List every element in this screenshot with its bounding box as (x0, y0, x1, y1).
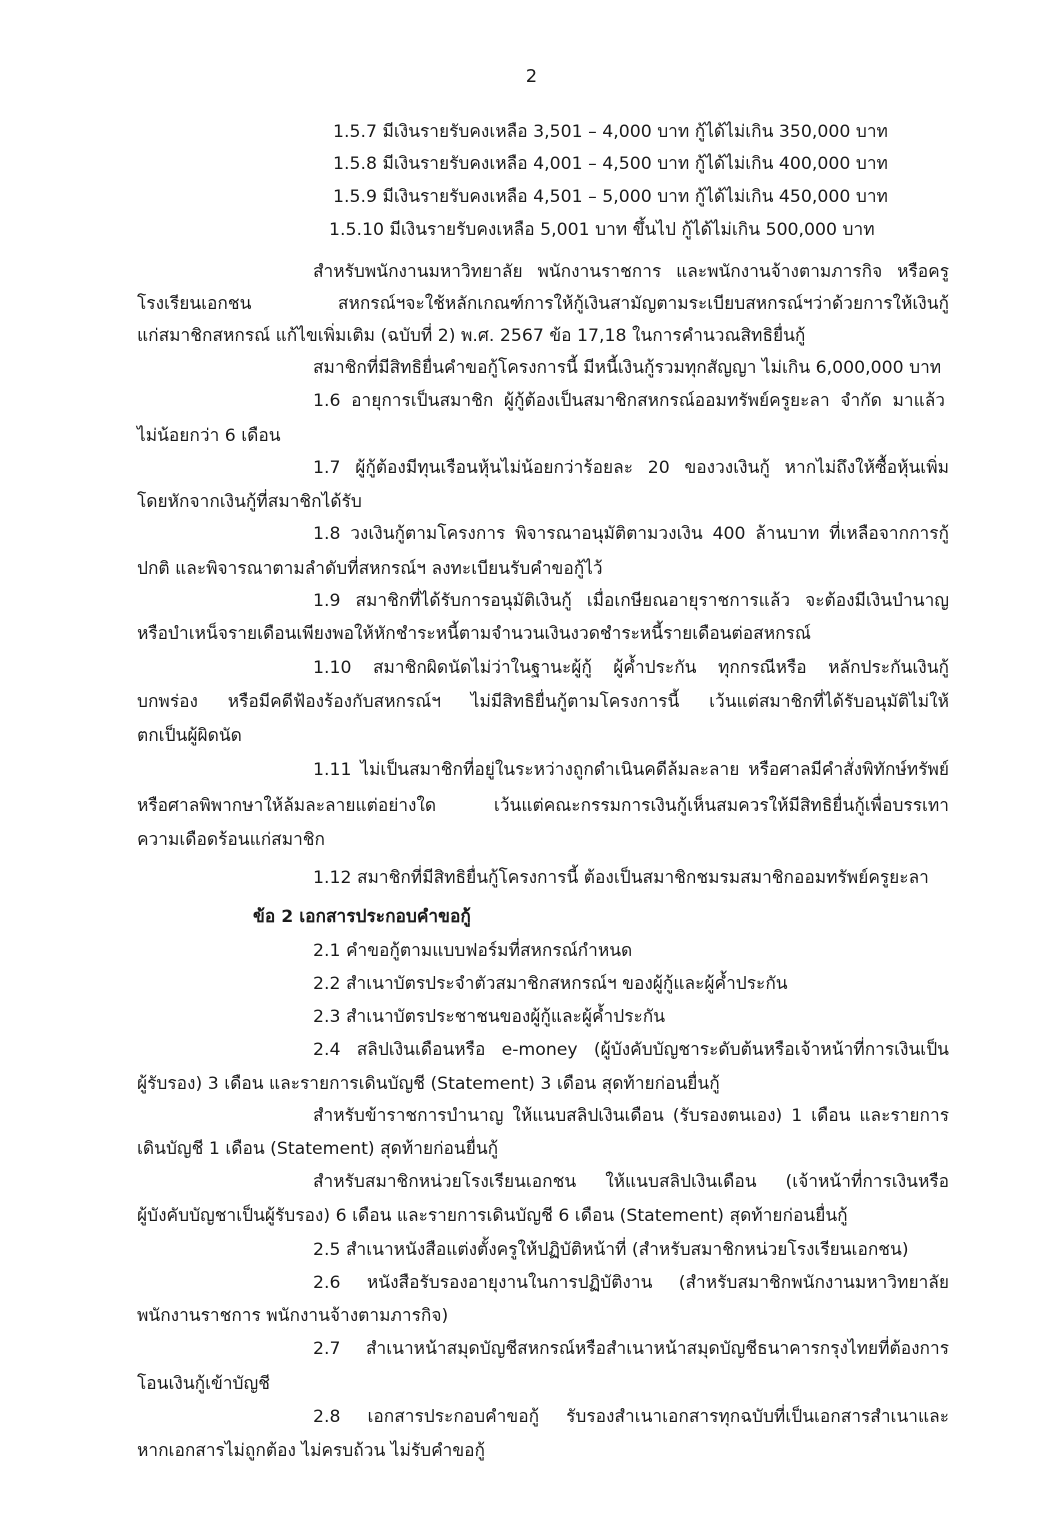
text-line: 2.2 สำเนาบัตรประจำตัวสมาชิกสหกรณ์ฯ ของผู้กู้และผู้ค้ำประกัน (313, 974, 788, 994)
text-line: โรงเรียนเอกชน สหกรณ์ฯจะใช้หลักเกณฑ์การให้กู้เงินสามัญตามระเบียบสหกรณ์ฯว่าด้วยการให้เงินกู้ (137, 294, 949, 314)
text-line: 1.8 วงเงินกู้ตามโครงการ พิจารณาอนุมัติตามวงเงิน 400 ล้านบาท ที่เหลือจากการกู้ (313, 524, 949, 544)
text-line: 2.3 สำเนาบัตรประชาชนของผู้กู้และผู้ค้ำประกัน (313, 1007, 666, 1027)
text-line: 1.5.7 มีเงินรายรับคงเหลือ 3,501 – 4,000 บาท กู้ได้ไม่เกิน 350,000 บาท (333, 122, 888, 142)
text-line: สำหรับพนักงานมหาวิทยาลัย พนักงานราชการ และพนักงานจ้างตามภารกิจ หรือครู (313, 262, 949, 282)
text-line: โดยหักจากเงินกู้ที่สมาชิกได้รับ (137, 492, 362, 512)
text-line: 2.5 สำเนาหนังสือแต่งตั้งครูให้ปฏิบัติหน้าที่ (สำหรับสมาชิกหน่วยโรงเรียนเอกชน) (313, 1240, 909, 1260)
text-line: ไม่น้อยกว่า 6 เดือน (137, 426, 281, 446)
text-line: 1.5.10 มีเงินรายรับคงเหลือ 5,001 บาท ขึ้นไป กู้ได้ไม่เกิน 500,000 บาท (329, 220, 875, 240)
text-line: 1.9 สมาชิกที่ได้รับการอนุมัติเงินกู้ เมื่อเกษียณอายุราชการแล้ว จะต้องมีเงินบำนาญ (313, 591, 949, 611)
text-line: โอนเงินกู้เข้าบัญชี (137, 1374, 270, 1394)
text-line: เดินบัญชี 1 เดือน (Statement) สุดท้ายก่อนยื่นกู้ (137, 1139, 499, 1159)
text-line: 1.6 อายุการเป็นสมาชิก ผู้กู้ต้องเป็นสมาชิกสหกรณ์ออมทรัพย์ครูยะลา จำกัด มาแล้ว (313, 391, 945, 411)
text-line: ผู้บังคับบัญชาเป็นผู้รับรอง) 6 เดือน และรายการเดินบัญชี 6 เดือน (Statement) สุดท้ายก่อนยื่นกู้ (137, 1206, 848, 1226)
text-line: บกพร่อง หรือมีคดีฟ้องร้องกับสหกรณ์ฯ ไม่มีสิทธิยื่นกู้ตามโครงการนี้ เว้นแต่สมาชิกที่ได้รับอนุมัติไม่ให้ (137, 692, 949, 712)
text-line: 2.4 สลิปเงินเดือนหรือ e-money (ผู้บังคับบัญชาระดับต้นหรือเจ้าหน้าที่การเงินเป็น (313, 1040, 949, 1060)
text-line: ตกเป็นผู้ผิดนัด (137, 726, 242, 746)
text-line: 1.5.9 มีเงินรายรับคงเหลือ 4,501 – 5,000 บาท กู้ได้ไม่เกิน 450,000 บาท (333, 187, 888, 207)
text-line: ผู้รับรอง) 3 เดือน และรายการเดินบัญชี (Statement) 3 เดือน สุดท้ายก่อนยื่นกู้ (137, 1074, 720, 1094)
text-line: หรือบำเหน็จรายเดือนเพียงพอให้หักชำระหนี้ตามจำนวนเงินงวดชำระหนี้รายเดือนต่อสหกรณ์ (137, 624, 811, 644)
text-line: หรือศาลพิพากษาให้ล้มละลายแต่อย่างใด เว้นแต่คณะกรรมการเงินกู้เห็นสมควรให้มีสิทธิยื่นกู้เพื่อบรรเทา (137, 796, 949, 816)
text-line: 1.11 ไม่เป็นสมาชิกที่อยู่ในระหว่างถูกดำเนินคดีล้มละลาย หรือศาลมีคำสั่งพิทักษ์ทรัพย์ (313, 760, 949, 780)
text-line: สำหรับสมาชิกหน่วยโรงเรียนเอกชน ให้แนบสลิปเงินเดือน (เจ้าหน้าที่การเงินหรือ (313, 1172, 949, 1192)
text-line: ปกติ และพิจารณาตามลำดับที่สหกรณ์ฯ ลงทะเบียนรับคำขอกู้ไว้ (137, 559, 603, 579)
text-line: 1.10 สมาชิกผิดนัดไม่ว่าในฐานะผู้กู้ ผู้ค้ำประกัน ทุกกรณีหรือ หลักประกันเงินกู้ (313, 658, 949, 678)
section-heading: ข้อ 2 เอกสารประกอบคำขอกู้ (253, 907, 471, 927)
text-line: หากเอกสารไม่ถูกต้อง ไม่ครบถ้วน ไม่รับคำขอกู้ (137, 1441, 486, 1461)
text-line: 1.7 ผู้กู้ต้องมีทุนเรือนหุ้นไม่น้อยกว่าร้อยละ 20 ของวงเงินกู้ หากไม่ถึงให้ซื้อหุ้นเพิ่ม (313, 458, 949, 478)
text-line: สำหรับข้าราชการบำนาญ ให้แนบสลิปเงินเดือน (รับรองตนเอง) 1 เดือน และรายการ (313, 1106, 949, 1126)
text-line: 1.5.8 มีเงินรายรับคงเหลือ 4,001 – 4,500 บาท กู้ได้ไม่เกิน 400,000 บาท (333, 154, 888, 174)
page-number: 2 (525, 66, 538, 87)
text-line: ความเดือดร้อนแก่สมาชิก (137, 830, 326, 850)
text-line: 2.7 สำเนาหน้าสมุดบัญชีสหกรณ์หรือสำเนาหน้าสมุดบัญชีธนาคารกรุงไทยที่ต้องการ (313, 1339, 949, 1359)
text-line: สมาชิกที่มีสิทธิยื่นคำขอกู้โครงการนี้ มีหนี้เงินกู้รวมทุกสัญญา ไม่เกิน 6,000,000 บาท (313, 358, 942, 378)
text-line: 2.6 หนังสือรับรองอายุงานในการปฏิบัติงาน (สำหรับสมาชิกพนักงานมหาวิทยาลัย (313, 1273, 949, 1293)
text-line: พนักงานราชการ พนักงานจ้างตามภารกิจ) (137, 1306, 449, 1326)
text-line: 2.8 เอกสารประกอบคำขอกู้ รับรองสำเนาเอกสารทุกฉบับที่เป็นเอกสารสำเนาและ (313, 1407, 949, 1427)
text-line: 1.12 สมาชิกที่มีสิทธิยื่นกู้โครงการนี้ ต้องเป็นสมาชิกชมรมสมาชิกออมทรัพย์ครูยะลา (313, 868, 929, 888)
text-line: แก่สมาชิกสหกรณ์ แก้ไขเพิ่มเติม (ฉบับที่ 2) พ.ศ. 2567 ข้อ 17,18 ในการคำนวณสิทธิยื่นกู้ (137, 326, 806, 346)
text-line: 2.1 คำขอกู้ตามแบบฟอร์มที่สหกรณ์กำหนด (313, 941, 633, 961)
